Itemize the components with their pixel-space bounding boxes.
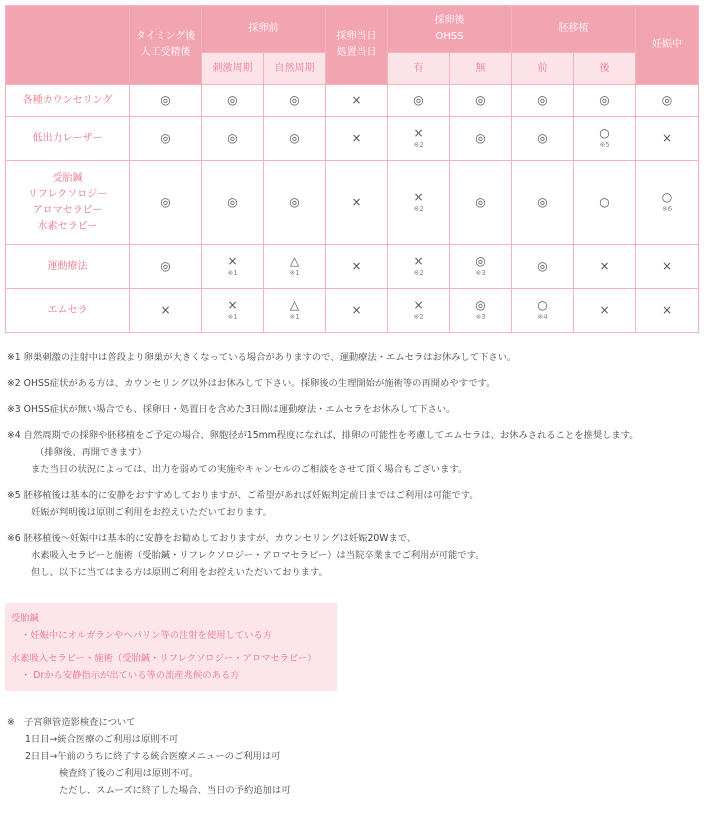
availability-mark: ◎ (537, 93, 548, 108)
hsg-day2: 2日目→午前のうちに終了する統合医療メニューのご利用は可 (25, 751, 281, 762)
table-cell (512, 85, 574, 117)
note-ref: ※3 (475, 268, 486, 277)
footnote-5: ※5 胚移植後は基本的に安静をおすすめしておりますが、ご希望があれば妊娠判定前日まではご利用は可能です。 妊娠が判明後は原則ご利用をお控えいただいております。 (7, 490, 479, 518)
footnote-4: ※4 自然周期での採卵や胚移植をご予定の場合、卵胞径が15mm程度になれば、排卵の可能性を考慮してエムセラは、お休みされることを推奨します。 （排卵後、再開できます） また当日の状況によっては、出力を弱めての実施やキャンセルのご相談をさせて頂く場合もございます。 (7, 430, 639, 475)
header-transfer: 胚移植 (512, 6, 636, 53)
header-timing: タイミング後 人工受精後 (130, 6, 202, 85)
hsg-day1: 1日目→統合医療のご利用は原則不可 (25, 734, 179, 745)
table-cell (388, 289, 450, 333)
table-cell (574, 245, 636, 289)
table-cell (450, 161, 512, 245)
table-cell (326, 117, 388, 161)
pregnancy-restriction-box (5, 603, 337, 691)
footnote-6: ※6 胚移植後〜妊娠中は基本的に安静をお勧めしておりますが、カウンセリングは妊娠20Wまで、 水素吸入セラピーと施術（受胎鍼・リフレクソロジー・アロマセラピー）は当院卒業までご利用が可能です。 但し、以下に当てはまる方は原則ご利用をお控えいただいております。 (7, 533, 485, 578)
availability-mark: ◎ (537, 131, 548, 146)
note-ref: ※2 (413, 204, 424, 213)
table-cell (130, 161, 202, 245)
availability-mark: ◎ (289, 131, 300, 146)
table-row (6, 289, 699, 333)
table-cell (130, 245, 202, 289)
table-cell (574, 289, 636, 333)
note-ref: ※4 (537, 312, 548, 321)
table-cell (512, 161, 574, 245)
table-cell (450, 289, 512, 333)
availability-mark: ◎ (475, 131, 486, 146)
availability-mark: ◎ (227, 195, 238, 210)
table-cell (636, 117, 699, 161)
availability-mark: × (661, 303, 673, 318)
availability-mark: × (661, 131, 673, 146)
availability-mark: ◎ (227, 93, 238, 108)
availability-mark: ◎ (289, 195, 300, 210)
availability-mark: ◎ (475, 298, 486, 313)
subheader-transfer-before: 前 (512, 53, 574, 85)
table-cell (636, 289, 699, 333)
table-row (6, 161, 699, 245)
header-retrieval-day: 採卵当日 処置当日 (326, 6, 388, 85)
treatment-availability-table (5, 5, 699, 333)
row-label: エムセラ (6, 289, 130, 333)
availability-mark: × (351, 131, 362, 146)
availability-mark: ◎ (661, 93, 673, 108)
table-cell (574, 161, 636, 245)
table-cell (512, 289, 574, 333)
table-cell (450, 245, 512, 289)
table-cell (636, 161, 699, 245)
table-row (6, 245, 699, 289)
note-ref: ※1 (227, 312, 238, 321)
corner-cell (6, 6, 130, 85)
box-heading-acupuncture: 受胎鍼 (11, 613, 39, 624)
table-body (6, 85, 699, 333)
table-cell (264, 245, 326, 289)
table-cell (636, 85, 699, 117)
table-cell (388, 161, 450, 245)
availability-mark: ◎ (160, 131, 171, 146)
note-ref: ※2 (413, 268, 424, 277)
table-cell (326, 85, 388, 117)
table-cell (512, 245, 574, 289)
box-item-injection: ・妊娠中にオルガランやヘパリン等の注射を使用している方 (21, 630, 273, 641)
availability-mark: ◎ (160, 259, 171, 274)
note-ref: ※5 (599, 140, 610, 149)
box-item-rest-instruction: ・ Drから安静指示が出ている等の流産兆候のある方 (21, 670, 240, 681)
table-row (6, 117, 699, 161)
table-cell (388, 85, 450, 117)
note-ref: ※1 (289, 268, 300, 277)
note-ref: ※3 (475, 312, 486, 321)
footnote-3: ※3 OHSS症状が無い場合でも、採卵日・処置日を含めた3日間は運動療法・エムセラをお休みして下さい。 (7, 404, 456, 415)
header-post-retrieval: 採卵後 OHSS (388, 6, 512, 53)
table-cell (388, 117, 450, 161)
availability-mark: × (351, 93, 362, 108)
availability-mark: × (413, 190, 424, 205)
box-heading-hydrogen: 水素吸入セラピー・施術（受胎鍼・リフレクソロジー・アロマセラピー） (11, 653, 317, 664)
table-cell (130, 117, 202, 161)
availability-mark: × (351, 259, 362, 274)
availability-mark: × (413, 298, 424, 313)
table-cell (326, 289, 388, 333)
table-cell (130, 85, 202, 117)
availability-mark: ◎ (537, 195, 548, 210)
table-cell (264, 85, 326, 117)
availability-mark: × (227, 254, 238, 269)
availability-mark: △ (289, 254, 300, 269)
table-cell (326, 245, 388, 289)
availability-mark: × (160, 303, 171, 318)
availability-mark: × (351, 195, 362, 210)
availability-mark: ○ (661, 190, 673, 205)
table-cell (264, 161, 326, 245)
table-cell (450, 117, 512, 161)
subheader-natural: 自然周期 (264, 53, 326, 85)
note-ref: ※6 (661, 204, 673, 213)
row-label: 受胎鍼 リフレクソロジー アロマセラピー 水素セラピー (6, 161, 130, 245)
availability-mark: ◎ (475, 93, 486, 108)
table-cell (202, 161, 264, 245)
table-cell (264, 289, 326, 333)
row-label: 低出力レーザー (6, 117, 130, 161)
table-cell (202, 289, 264, 333)
footnote-2: ※2 OHSS症状がある方は、カウンセリング以外はお休みして下さい。採卵後の生理開始が施術等の再開めやすです。 (7, 378, 496, 389)
row-label: 各種カウンセリング (6, 85, 130, 117)
table-cell (326, 161, 388, 245)
table-cell (202, 245, 264, 289)
note-ref: ※2 (413, 140, 424, 149)
table-cell (202, 85, 264, 117)
availability-mark: × (661, 259, 673, 274)
hsg-after-exam: 検査終了後のご利用は原則不可。 (59, 768, 199, 779)
table-cell (130, 289, 202, 333)
subheader-ohss-no: 無 (450, 53, 512, 85)
header-pre-retrieval: 採卵前 (202, 6, 326, 53)
table-cell (574, 85, 636, 117)
hsg-note (7, 714, 527, 799)
note-ref: ※1 (289, 312, 300, 321)
availability-mark: × (351, 303, 362, 318)
table-row (6, 85, 699, 117)
subheader-ohss-yes: 有 (388, 53, 450, 85)
availability-mark: ◎ (413, 93, 424, 108)
table-cell (512, 117, 574, 161)
availability-mark: △ (289, 298, 300, 313)
table-cell (202, 117, 264, 161)
availability-mark: ◎ (160, 195, 171, 210)
hsg-smooth-case: ただし、スムーズに終了した場合、当日の予約追加は可 (59, 785, 291, 796)
subheader-transfer-after: 後 (574, 53, 636, 85)
hsg-title: ※ 子宮卵管造影検査について (7, 717, 136, 728)
availability-mark: ◎ (289, 93, 300, 108)
availability-mark: × (599, 259, 610, 274)
table-cell (388, 245, 450, 289)
availability-mark: ◎ (227, 131, 238, 146)
availability-mark: ○ (599, 126, 610, 141)
availability-mark: × (413, 254, 424, 269)
table-cell (636, 245, 699, 289)
note-ref: ※2 (413, 312, 424, 321)
availability-mark: ◎ (599, 93, 610, 108)
availability-mark: ○ (537, 298, 548, 313)
footnote-1: ※1 卵巣刺激の注射中は普段より卵巣が大きくなっている場合がありますので、運動療法・エムセラはお休みして下さい。 (7, 352, 517, 363)
availability-mark: × (599, 303, 610, 318)
header-pregnancy: 妊娠中 (636, 6, 699, 85)
table-cell (264, 117, 326, 161)
availability-mark: × (413, 126, 424, 141)
footnotes (7, 349, 712, 590)
note-ref: ※1 (227, 268, 238, 277)
availability-mark: ◎ (537, 259, 548, 274)
row-label: 運動療法 (6, 245, 130, 289)
availability-mark: × (227, 298, 238, 313)
availability-mark: ◎ (475, 195, 486, 210)
subheader-stimulation: 刺激周期 (202, 53, 264, 85)
availability-mark: ◎ (475, 254, 486, 269)
table-cell (574, 117, 636, 161)
availability-mark: ○ (599, 195, 610, 210)
availability-mark: ◎ (160, 93, 171, 108)
table-cell (450, 85, 512, 117)
